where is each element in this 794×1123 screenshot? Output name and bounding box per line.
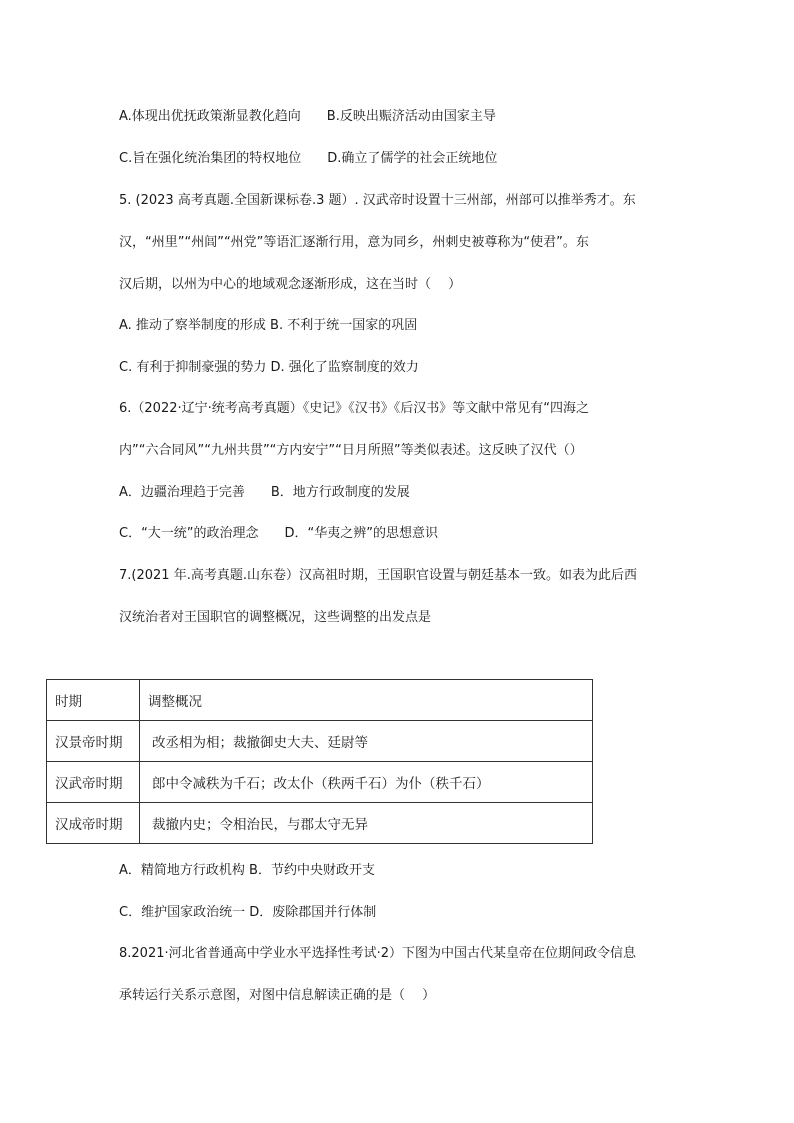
- q5-stem-line-3: 汉后期，以州为中心的地域观念逐渐形成，这在当时（ ）: [119, 277, 462, 292]
- q8-stem-line-2: 承转运行关系示意图，对图中信息解读正确的是（ ）: [119, 988, 436, 1003]
- q5-option-line-1: A. 推动了察举制度的形成 B. 不利于统一国家的巩固: [119, 318, 418, 333]
- q7-table: [46, 679, 593, 844]
- q4-option-line-2: C.旨在强化统治集团的特权地位 D.确立了儒学的社会正统地位: [119, 151, 498, 166]
- q7-option-line-1: A．精简地方行政机构 B．节约中央财政开支: [119, 863, 375, 878]
- q6-stem-line-1: 6.（2022·辽宁·统考高考真题）《史记》《汉书》《后汉书》等文献中常见有“四海之: [119, 401, 589, 416]
- q7-stem-line-1: 7.(2021 年.高考真题.山东卷）汉高祖时期，王国职官设置与朝廷基本一致。如表为此后西: [119, 568, 637, 583]
- q6-stem-line-2: 内”“六合同风”“九州共贯”“方内安宁”“日月所照”等类似表述。这反映了汉代（）: [119, 443, 583, 458]
- q5-stem-line-2: 汉，“州里”“州闾”“州党”等语汇逐渐行用，意为同乡，州刺史被尊称为“使君”。东: [119, 235, 589, 250]
- table-cell-period: 汉成帝时期: [47, 803, 140, 844]
- q5-option-line-2: C. 有利于抑制豪强的势力 D. 强化了监察制度的效力: [119, 360, 419, 375]
- table-row: [47, 803, 593, 844]
- q7-stem-line-2: 汉统治者对王国职官的调整概况，这些调整的出发点是: [119, 610, 432, 625]
- table-row: [47, 721, 593, 762]
- q6-option-line-1: A．边疆治理趋于完善 B．地方行政制度的发展: [119, 485, 410, 500]
- table-cell-period: 汉武帝时期: [47, 762, 140, 803]
- q4-option-line-1: A.体现出优抚政策渐显教化趋向 B.反映出赈济活动由国家主导: [119, 109, 496, 124]
- table-cell-adjustment: 改丞相为相；裁撤御史大夫、廷尉等: [140, 721, 593, 762]
- table-header-cell: 调整概况: [140, 680, 593, 721]
- q5-stem-line-1: 5. (2023 高考真题.全国新课标卷.3 题）. 汉武帝时设置十三州部，州部可以推举秀才。东: [119, 193, 636, 208]
- table-row: [47, 762, 593, 803]
- table-cell-adjustment: 裁撤内史；令相治民，与郡太守无异: [140, 803, 593, 844]
- q7-option-line-2: C．维护国家政治统一 D．废除郡国并行体制: [119, 905, 377, 920]
- q8-stem-line-1: 8.2021·河北省普通高中学业水平选择性考试·2）下图为中国古代某皇帝在位期间政令信息: [119, 946, 637, 961]
- table-header-row: [47, 680, 593, 721]
- table-header-cell: 时期: [47, 680, 140, 721]
- table-cell-period: 汉景帝时期: [47, 721, 140, 762]
- table-cell-adjustment: 郎中令减秩为千石；改太仆（秩两千石）为仆（秩千石）: [140, 762, 593, 803]
- q6-option-line-2: C．“大一统”的政治理念 D．“华夷之辨”的思想意识: [119, 526, 439, 541]
